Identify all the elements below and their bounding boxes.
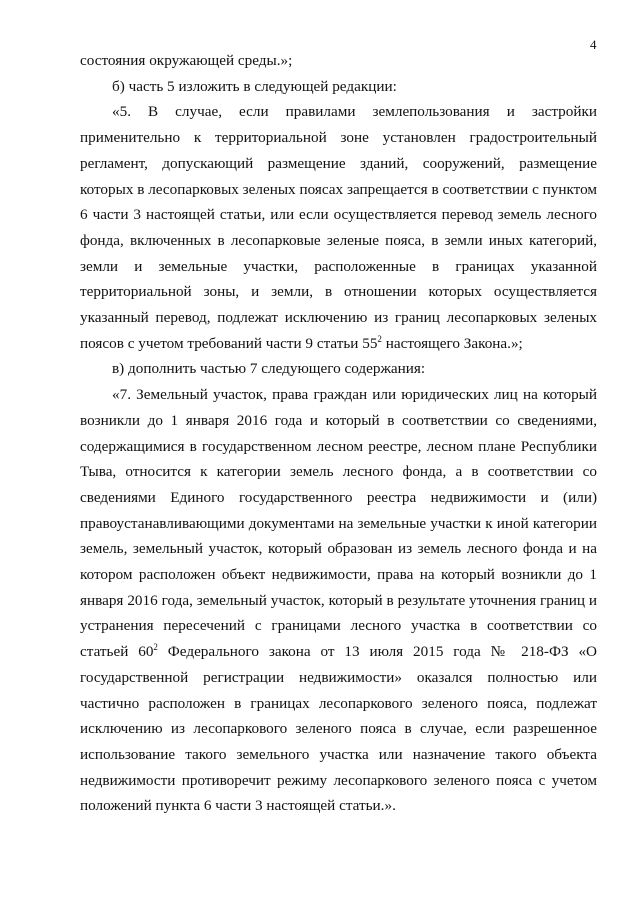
article-superscript: 2	[153, 642, 158, 653]
paragraph-amendment-c: в) дополнить частью 7 следующего содержания:	[112, 360, 426, 378]
part-7-text-end: Федерального закона от 13 июля 2015 года № 218-ФЗ «О государственной регистрации недвижимости» оказался полностью или частично расположен в границах лесопаркового зеленого пояса, подлежат исключению из лесопаркового зеленого пояса в случае, если разрешенное использование такого земельного участка или назначение такого объекта недвижимости противоречит режиму лесопаркового зеленого пояса с учетом положений пункта 6 части 3 настоящей статьи.».	[80, 643, 598, 815]
page-number: 4	[590, 37, 597, 52]
paragraph-part-7	[80, 382, 597, 819]
part-7-text-start: «7. Земельный участок, права граждан или юридических лиц на который возникли до 1 января 2016 года и который в соответствии со сведениями, содержащимися в государственном лесном реестре, лесном плане Республики Тыва, относится к категории земель лесного фонда, а в соответствии со сведениями Единого государственного реестра недвижимости и (или) правоустанавливающими документами на земельные участки к иной категории земель, земельный участок, который образован из земель лесного фонда и на котором расположен объект недвижимости, права на который возникли до 1 января 2016 года, земельный участок, который в результате уточнения границ и устранения пересечений с границами лесного участка в соответствии со статьей 60	[80, 386, 597, 661]
paragraph-environment-ending: состояния окружающей среды.»;	[80, 52, 293, 69]
part-5-text-end: настоящего Закона.»;	[381, 334, 523, 352]
paragraph-amendment-b: б) часть 5 изложить в следующей редакции:	[112, 77, 397, 95]
article-superscript: 2	[377, 333, 382, 344]
document-body	[80, 48, 597, 819]
paragraph-part-5	[80, 99, 597, 356]
part-5-text-start: «5. В случае, если правилами землепользования и застройки применительно к территориальной зоне установлен градостроительный регламент, допускающий размещение зданий, сооружений, размещение которых в лесопарковых зеленых поясах запрещается в соответствии с пунктом 6 части 3 настоящей статьи, или если осуществляется перевод земель лесного фонда, включенных в лесопарковые зеленые пояса, в земли иных категорий, земли и земельные участки, расположенные в границах указанной территориальной зоны, и земли, в отношении которых осуществляется указанный перевод, подлежат исключению из границ лесопарковых зеленых поясов с учетом требований части 9 статьи 55	[80, 103, 597, 352]
